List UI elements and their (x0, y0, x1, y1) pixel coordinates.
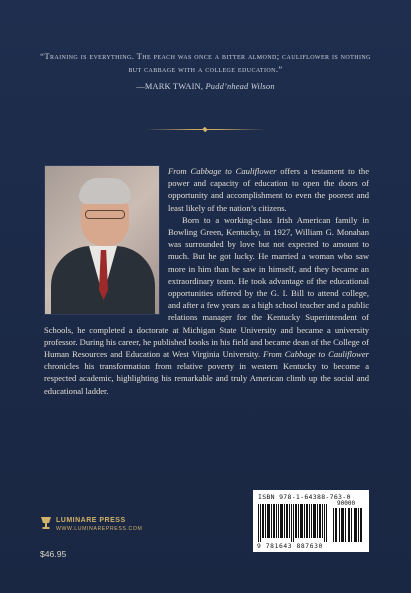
book-title-inline: From Cabbage to Cauliflower (263, 349, 369, 360)
epigraph-quote: “Training is everything. The peach was once a bitter almond; cauliflower is nothing but cabbage with a college education.” (40, 51, 371, 74)
isbn-number: ISBN 978-1-64388-763-0 (258, 493, 351, 501)
epigraph (40, 50, 371, 91)
epigraph-author: —MARK TWAIN, (136, 82, 204, 91)
blurb-paragraph-1: From Cabbage to Cauliflower offers a testament to the power and capacity of education to open the doors of opportunity and accomplishment to even the poorest and least likely of the nation’s citizens. (168, 166, 369, 213)
publisher-url: WWW.LUMINAREPRESS.COM (56, 526, 143, 532)
divider-diamond-icon (202, 127, 207, 132)
barcode-price-code: 90000 (337, 500, 356, 507)
book-title-inline: From Cabbage to Cauliflower (168, 166, 277, 176)
blurb (44, 165, 369, 397)
ornamental-divider (145, 127, 265, 133)
blurb-paragraph-2: Born to a working-class Irish American family in Bowling Green, Kentucky, in 1927, William G. Monahan was surrounded by love but not expected to amount to much. But he got lucky. He married a woman who saw more in him than he saw in himself, and they became an extraordinary team. He took advantage of the educational opportunities offered by the G. I. Bill to attend college, and after a few years as a high school teacher and a public relations manager for the Kentucky Superintendent of Schools, he completed a doctorate at Michigan State University and became a university professor. During his career, he published books in his field and became dean of the College of Human Resources and Education at West Virginia University. From Cabbage to Cauliflower chronicles his transformation from relative poverty in western Kentucky to become a respected academic, highlighting his remarkable and truly American climb up the social and educational ladder. (44, 214, 369, 396)
addon-bars (333, 508, 363, 542)
barcode-digits: 9 781643 887630 (257, 543, 323, 550)
publisher-name: LUMINARE PRESS (56, 517, 126, 524)
epigraph-work: Pudd’nhead Wilson (205, 82, 275, 91)
ean-bars (258, 504, 328, 542)
retail-price: $46.95 (40, 549, 67, 559)
epigraph-attribution (40, 82, 371, 91)
isbn-barcode (253, 490, 369, 552)
publisher-logo (40, 514, 180, 540)
luminare-lamp-icon (40, 516, 52, 530)
